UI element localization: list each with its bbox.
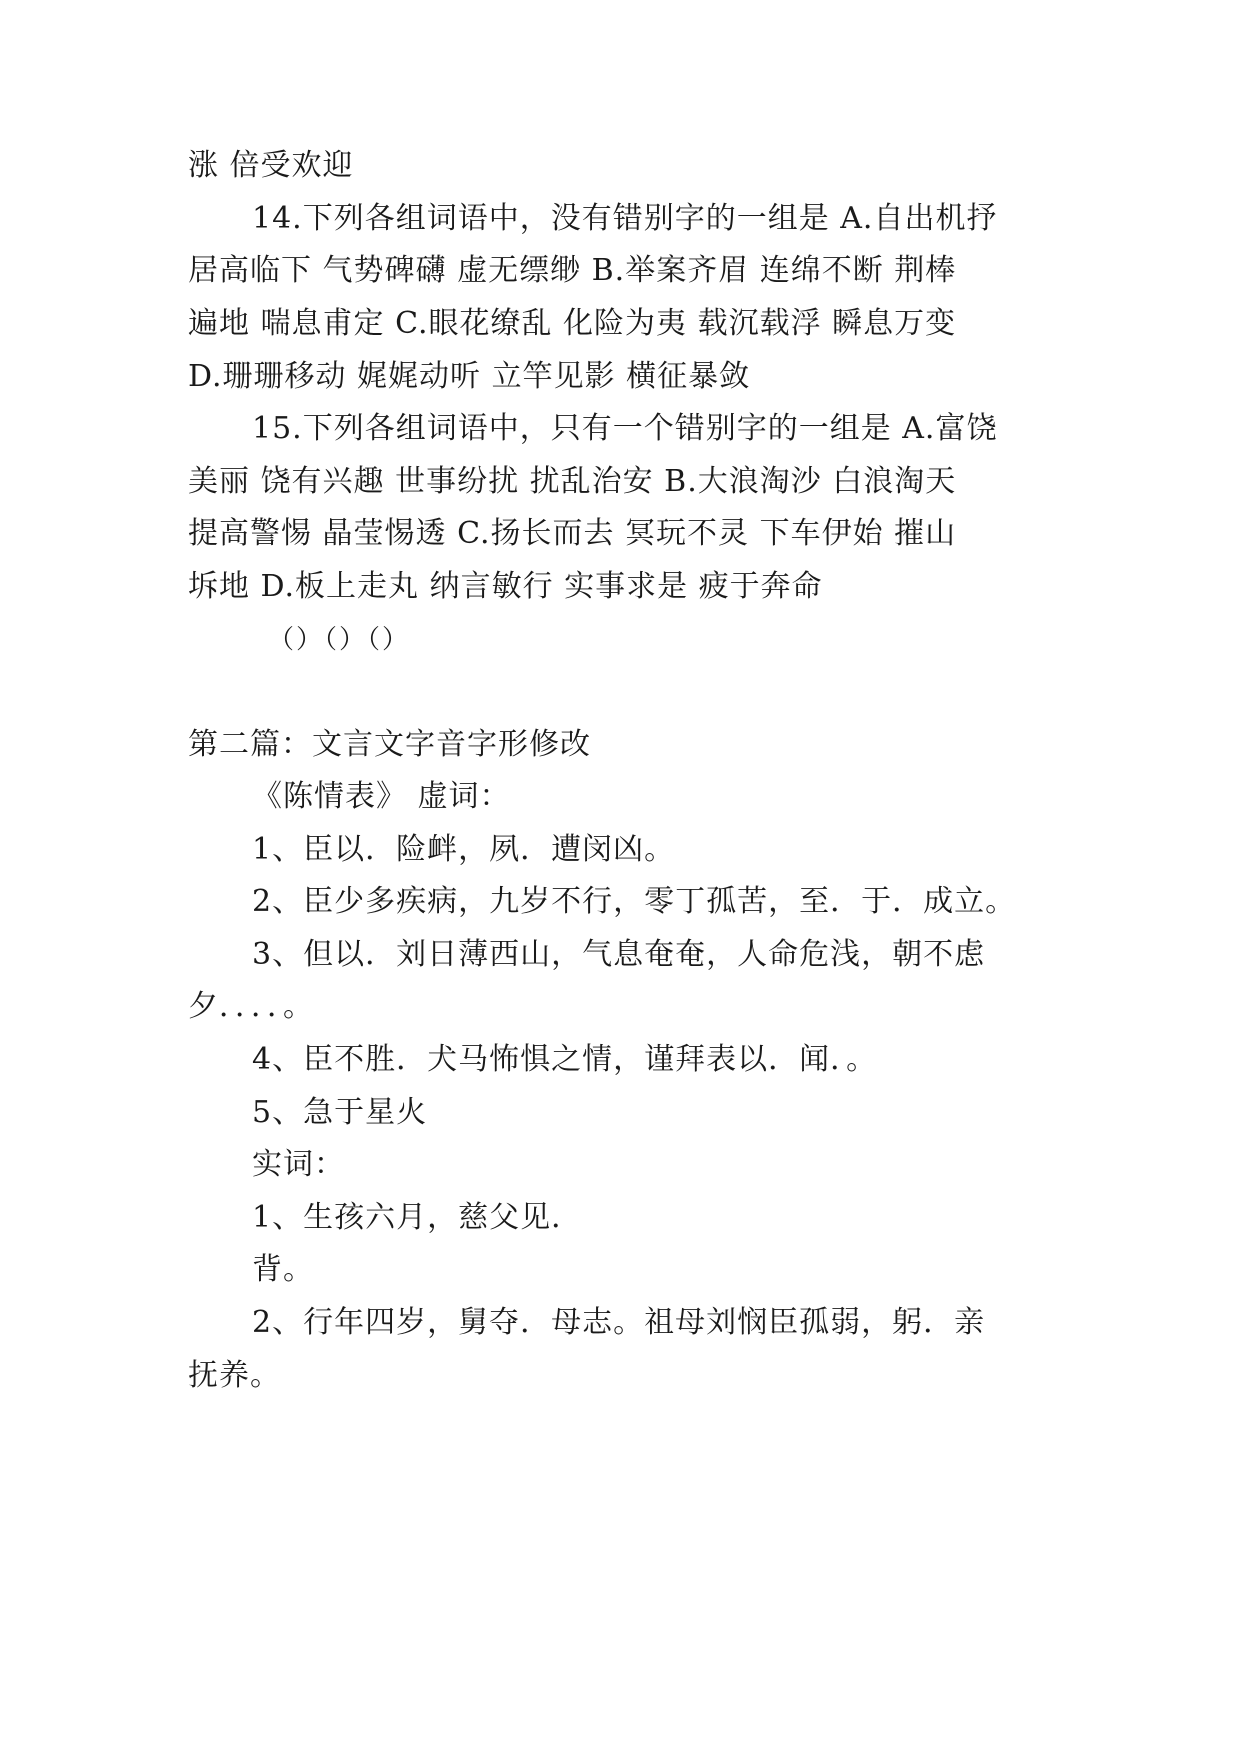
text-line: 4、臣不胜．犬马怖惧之情，谨拜表以．闻．。 [252, 1042, 878, 1077]
text-line: 2、行年四岁，舅夺．母志。祖母刘悯臣孤弱，躬．亲 [252, 1305, 986, 1340]
subsection-heading: 《陈情表》 虚词： [252, 779, 511, 814]
subsection-heading: 实词： [252, 1147, 345, 1182]
text-line: 抚养。 [188, 1358, 281, 1393]
text-line: 背。 [252, 1252, 314, 1287]
text-line: 3、但以．刘日薄西山，气息奄奄，人命危浅，朝不虑 [252, 937, 986, 972]
text-line: 1、生孩六月，慈父见． [252, 1200, 583, 1235]
text-line: D.珊珊移动 娓娓动听 立竿见影 横征暴敛 [188, 359, 751, 394]
text-line: 遍地 喘息甫定 C.眼花缭乱 化险为夷 载沉载浮 瞬息万变 [188, 306, 957, 341]
text-line: 2、臣少多疾病，九岁不行，零丁孤苦，至．于．成立。 [252, 884, 1017, 919]
section-heading: 第二篇：文言文字音字形修改 [188, 727, 591, 762]
text-line: 坼地 D.板上走丸 纳言敏行 实事求是 疲于奔命 [188, 569, 823, 604]
text-line: 5、急于星火 [252, 1095, 428, 1130]
question-15: 15.下列各组词语中，只有一个错别字的一组是 A.富饶 [252, 411, 998, 446]
text-line: 提高警惕 晶莹惕透 C.扬长而去 冥玩不灵 下车伊始 摧山 [188, 516, 957, 551]
answer-blanks: （）（）（） [268, 625, 411, 655]
text-line: 夕．．．．。 [188, 989, 314, 1024]
text-line: 美丽 饶有兴趣 世事纷扰 扰乱治安 B.大浪淘沙 白浪淘天 [188, 464, 957, 499]
text-line: 1、臣以．险衅，夙．遭闵凶。 [252, 832, 676, 867]
text-line: 居高临下 气势碑礴 虚无缥缈 B.举案齐眉 连绵不断 荆棒 [188, 253, 957, 288]
text-line: 涨 倍受欢迎 [188, 148, 354, 183]
question-14: 14.下列各组词语中，没有错别字的一组是 A.自出机抒 [252, 201, 998, 236]
